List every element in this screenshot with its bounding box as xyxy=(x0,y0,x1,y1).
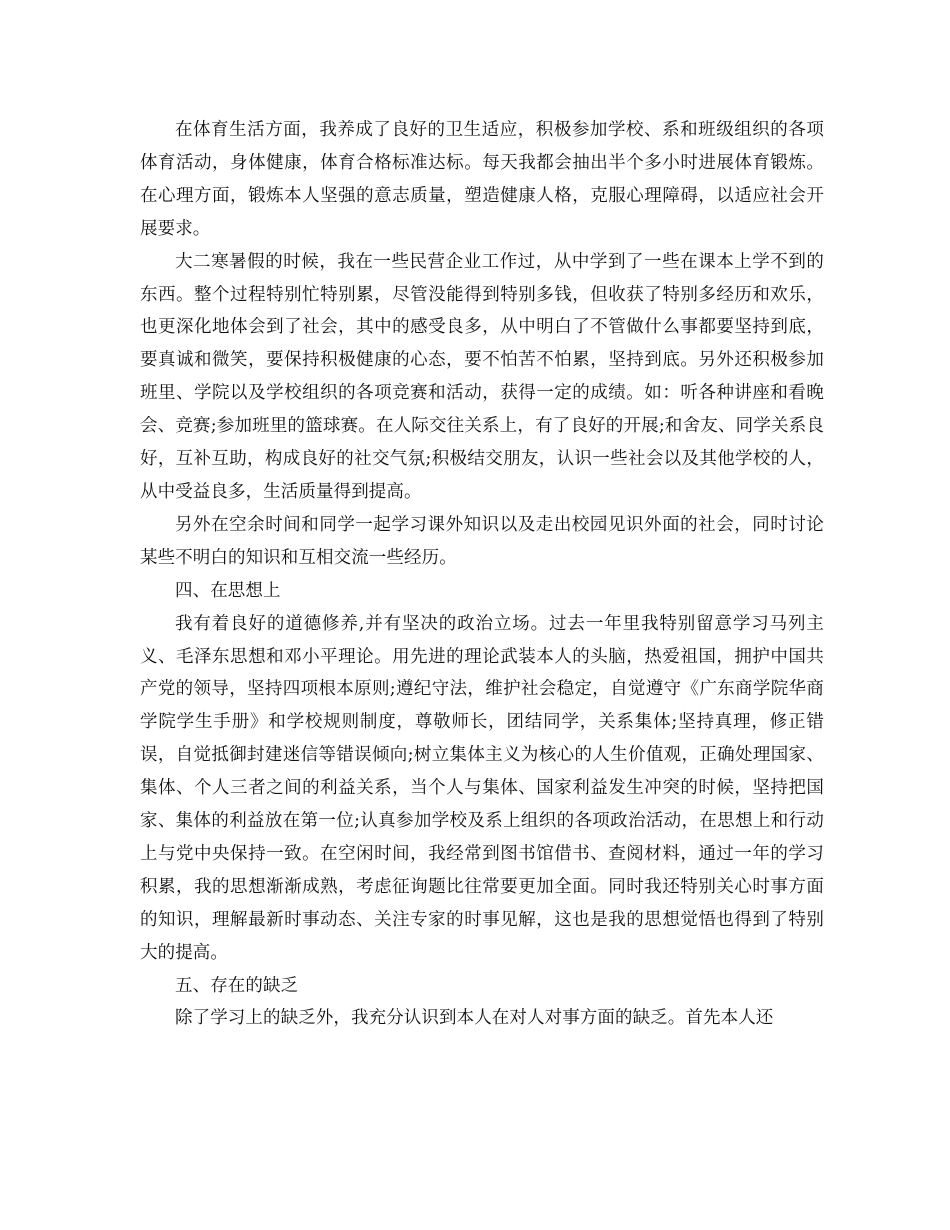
paragraph-shortcomings: 除了学习上的缺乏外，我充分认识到本人在对人对事方面的缺乏。首先本人还 xyxy=(175,1008,774,1029)
paragraph-sports-life: 在体育生活方面，我养成了良好的卫生适应，积极参加学校、系和班级组织的各项体育活动，身体健康，体育合格标准达标。每天我都会抽出半个多小时进展体育锻炼。在心理方面，锻炼本人坚强的意志质量，塑造健康人格，克服心理障碍，以适应社会开展要求。 xyxy=(140,120,824,239)
paragraph-spare-time: 另外在空余时间和同学一起学习课外知识以及走出校园见识外面的社会，同时讨论某些不明白的知识和互相交流一些经历。 xyxy=(140,514,824,568)
heading-ideology: 四、在思想上 xyxy=(175,580,281,601)
heading-shortcomings: 五、存在的缺乏 xyxy=(175,975,299,996)
paragraph-ideology: 我有着良好的道德修养,并有坚决的政治立场。过去一年里我特别留意学习马列主义、毛泽东思想和邓小平理论。用先进的理论武装本人的头脑，热爱祖国，拥护中国共产党的领导，坚持四项根本原则;遵纪守法，维护社会稳定，自觉遵守《广东商学院华商学院学生手册》和学校规则制度，尊敬师长，团结同学，关系集体;坚持真理，修正错误，自觉抵御封建迷信等错误倾向;树立集体主义为核心的人生价值观，正确处理国家、集体、个人三者之间的利益关系，当个人与集体、国家利益发生冲突的时候，坚持把国家、集体的利益放在第一位;认真参加学校及系上组织的各项政治活动，在思想上和行动上与党中央保持一致。在空闲时间，我经常到图书馆借书、查阅材料，通过一年的学习积累，我的思想渐渐成熟，考虑征询题比往常要更加全面。同时我还特别关心时事方面的知识，理解最新时事动态、关注专家的时事见解，这也是我的思想觉悟也得到了特别大的提高。 xyxy=(140,613,824,963)
document-body xyxy=(140,114,824,1035)
paragraph-winter-vacation: 大二寒暑假的时候，我在一些民营企业工作过，从中学到了一些在课本上学不到的东西。整个过程特别忙特别累，尽管没能得到特别多钱，但收获了特别多经历和欢乐，也更深化地体会到了社会，其中的感受良多，从中明白了不管做什么事都要坚持到底，要真诚和微笑，要保持积极健康的心态，要不怕苦不怕累，坚持到底。另外还积极参加班里、学院以及学校组织的各项竞赛和活动，获得一定的成绩。如：听各种讲座和看晚会、竞赛;参加班里的篮球赛。在人际交往关系上，有了良好的开展;和舍友、同学关系良好，互补互助，构成良好的社交气氛;积极结交朋友，认识一些社会以及其他学校的人，从中受益良多，生活质量得到提高。 xyxy=(140,251,824,502)
